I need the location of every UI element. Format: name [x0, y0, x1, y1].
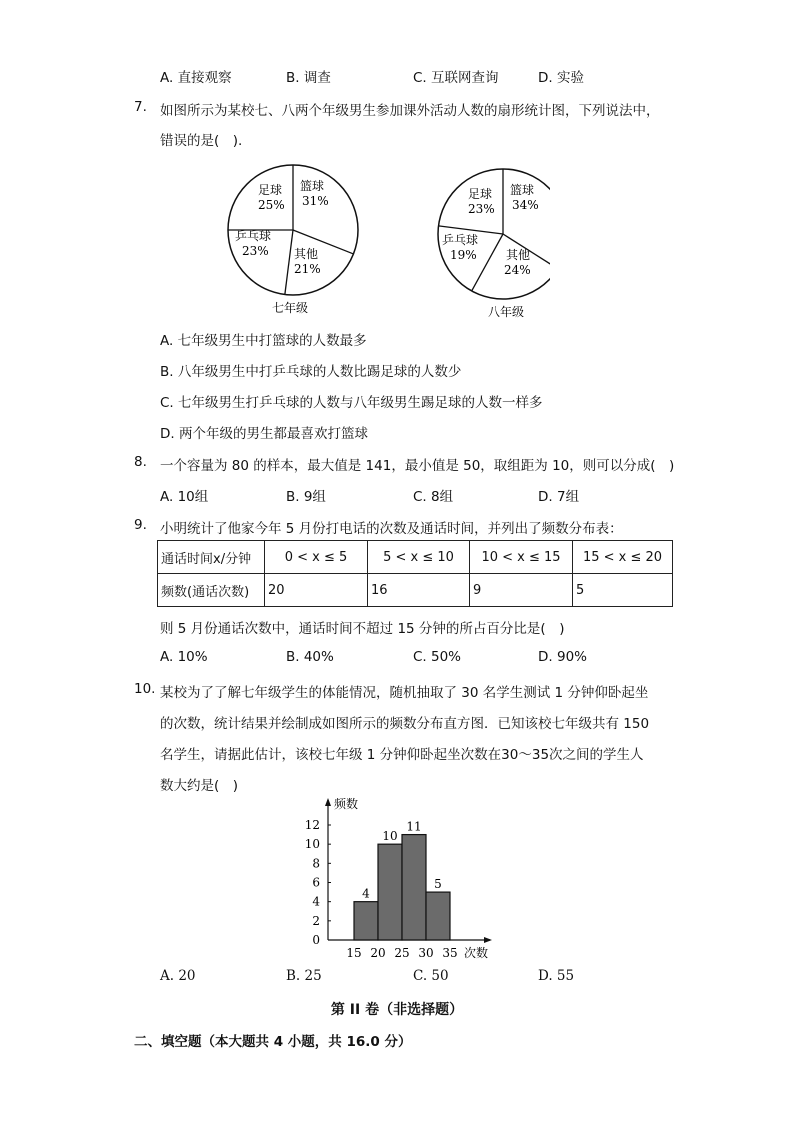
q9-frequency-table [157, 540, 673, 607]
pie7-label-pingpong: 乒乓球 [235, 229, 272, 243]
q7-stem-line1: 如图所示为某校七、八两个年级男生参加课外活动人数的扇形统计图，下列说法中， [160, 103, 660, 119]
pie-grade8 [438, 169, 550, 319]
pie8-pct-football: 23% [468, 202, 495, 216]
y-tick-label: 4 [312, 894, 320, 909]
q6-option-a: A. 直接观察 [160, 70, 232, 86]
y-tick-label: 12 [304, 818, 320, 832]
q8-option-b: B. 9组 [286, 489, 326, 505]
table-row [158, 574, 673, 607]
bar-value-label: 4 [362, 886, 370, 901]
bar-value-label: 10 [382, 829, 398, 844]
q8-option-d: D. 7组 [538, 489, 580, 505]
q6-option-c: C. 互联网查询 [413, 70, 499, 86]
x-axis-label: 次数 [464, 946, 489, 960]
table-cell: 5 [573, 574, 673, 607]
q10-option-b: B. 25 [286, 968, 322, 984]
pie7-label-basketball: 篮球 [300, 179, 325, 193]
y-tick-label: 8 [312, 856, 320, 871]
q9-option-b: B. 40% [286, 649, 334, 665]
pie7-caption: 七年级 [272, 301, 309, 315]
y-axis-arrow [325, 798, 331, 806]
y-axis-label: 频数 [334, 797, 359, 811]
table-header-cell: 10 < x ≤ 15 [470, 541, 573, 574]
q10-option-a: A. 20 [160, 968, 196, 984]
q8-number: 8. [134, 454, 147, 470]
q7-option-c: C. 七年级男生打乒乓球的人数与八年级男生踢足球的人数一样多 [160, 395, 543, 411]
histogram-bar [378, 844, 402, 940]
table-row [158, 541, 673, 574]
histogram-bar [426, 892, 450, 940]
pie7-pct-other: 21% [294, 262, 321, 276]
q9-number: 9. [134, 517, 147, 533]
q6-option-d: D. 实验 [538, 70, 584, 86]
pie8-pct-pingpong: 19% [450, 248, 477, 262]
q10-line4: 数大约是( ) [160, 778, 239, 794]
q10-option-c: C. 50 [413, 968, 449, 984]
q10-option-d: D. 55 [538, 968, 575, 984]
table-header-cell: 15 < x ≤ 20 [573, 541, 673, 574]
table-cell: 9 [470, 574, 573, 607]
pie8-label-basketball: 篮球 [510, 183, 535, 197]
q9-option-a: A. 10% [160, 649, 208, 665]
q10-histogram [290, 795, 510, 965]
pie8-caption: 八年级 [488, 305, 525, 319]
q7-option-a: A. 七年级男生中打篮球的人数最多 [160, 333, 367, 349]
pie8-label-pingpong: 乒乓球 [442, 233, 479, 247]
bar-value-label: 5 [434, 877, 442, 892]
x-tick-label: 30 [418, 946, 434, 960]
table-cell: 20 [265, 574, 368, 607]
q10-line2: 的次数，统计结果并绘制成如图所示的频数分布直方图．已知该校七年级共有 150 [160, 716, 650, 732]
q7-number: 7. [134, 99, 147, 115]
pie7-pct-football: 25% [258, 198, 285, 212]
pie-grade7 [228, 165, 358, 315]
pie7-label-football: 足球 [258, 183, 283, 197]
pie7-pct-pingpong: 23% [242, 244, 269, 258]
pie-divider-line [285, 230, 293, 294]
pie8-label-other: 其他 [506, 248, 531, 262]
q8-stem: 一个容量为 80 的样本，最大值是 141，最小值是 50，取组距为 10，则可以分成( ) [160, 458, 675, 474]
pie7-pct-basketball: 31% [302, 194, 329, 208]
pie8-pct-other: 24% [504, 263, 531, 277]
q6-option-b: B. 调查 [286, 70, 331, 86]
y-tick-label: 2 [312, 913, 320, 928]
x-tick-label: 15 [346, 946, 362, 960]
section-title: 第 II 卷（非选择题） [330, 1002, 464, 1018]
section-part2-heading: 二、填空题（本大题共 4 小题，共 16.0 分） [134, 1034, 412, 1050]
q9-stem: 小明统计了他家今年 5 月份打电话的次数及通话时间，并列出了频数分布表： [160, 521, 623, 537]
pie8-label-football: 足球 [468, 187, 493, 201]
pie8-pct-basketball: 34% [512, 198, 539, 212]
y-tick-label: 10 [304, 837, 320, 852]
q9-question: 则 5 月份通话次数中，通话时间不超过 15 分钟的所占百分比是( ) [160, 621, 565, 637]
y-tick-label: 0 [312, 933, 320, 947]
q10-line1: 某校为了了解七年级学生的体能情况，随机抽取了 30 名学生测试 1 分钟仰卧起坐 [160, 685, 649, 701]
pie7-label-other: 其他 [294, 247, 319, 261]
histogram-bar [354, 902, 378, 940]
table-header-cell: 通话时间x/分钟 [158, 541, 265, 574]
q7-pie-charts [220, 160, 550, 320]
q7-option-d: D. 两个年级的男生都最喜欢打篮球 [160, 426, 368, 442]
q10-line3: 名学生，请据此估计，该校七年级 1 分钟仰卧起坐次数在30～35次之间的学生人 [160, 747, 644, 763]
q9-option-d: D. 90% [538, 649, 587, 665]
x-axis-arrow [484, 937, 492, 943]
q10-number: 10. [134, 681, 156, 697]
x-tick-label: 25 [394, 946, 410, 960]
table-cell: 16 [368, 574, 470, 607]
x-tick-label: 20 [370, 946, 386, 960]
y-tick-label: 6 [312, 875, 320, 890]
q7-stem-line2: 错误的是( ). [160, 133, 243, 149]
q8-option-c: C. 8组 [413, 489, 454, 505]
q8-option-a: A. 10组 [160, 489, 209, 505]
bar-value-label: 11 [406, 819, 422, 834]
q9-option-c: C. 50% [413, 649, 462, 665]
histogram-bar [402, 835, 426, 940]
table-cell: 频数(通话次数) [158, 574, 265, 607]
table-header-cell: 0 < x ≤ 5 [265, 541, 368, 574]
q7-option-b: B. 八年级男生中打乒乓球的人数比踢足球的人数少 [160, 364, 462, 380]
table-header-cell: 5 < x ≤ 10 [368, 541, 470, 574]
x-tick-label: 35 [442, 946, 458, 960]
